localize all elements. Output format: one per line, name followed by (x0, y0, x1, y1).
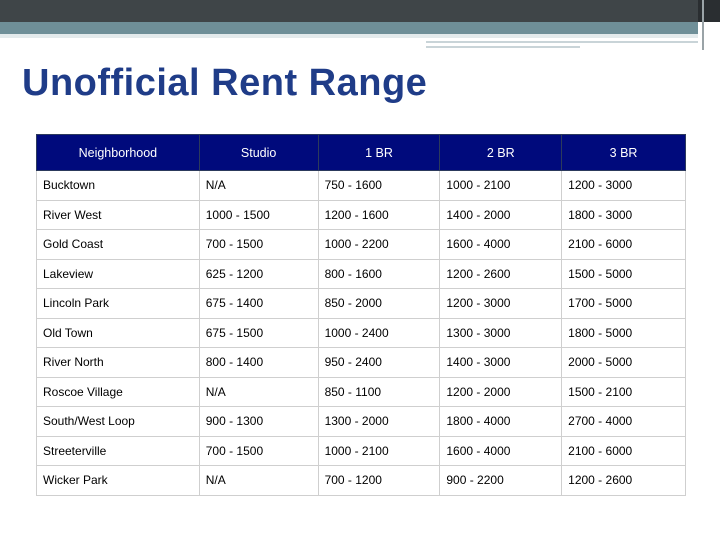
cell-3br: 2100 - 6000 (562, 436, 686, 466)
cell-studio: 675 - 1400 (199, 289, 318, 319)
cell-1br: 1300 - 2000 (318, 407, 440, 437)
table-row (37, 171, 686, 201)
header-studio: Studio (199, 135, 318, 171)
cell-1br: 850 - 2000 (318, 289, 440, 319)
cell-2br: 1200 - 2600 (440, 259, 562, 289)
cell-studio: 900 - 1300 (199, 407, 318, 437)
cell-2br: 1800 - 4000 (440, 407, 562, 437)
cell-2br: 1400 - 3000 (440, 348, 562, 378)
cell-2br: 1400 - 2000 (440, 200, 562, 230)
cell-2br: 1600 - 4000 (440, 230, 562, 260)
header-2br: 2 BR (440, 135, 562, 171)
cell-neighborhood: Lakeview (37, 259, 200, 289)
cell-2br: 1000 - 2100 (440, 171, 562, 201)
cell-neighborhood: Wicker Park (37, 466, 200, 496)
cell-2br: 1600 - 4000 (440, 436, 562, 466)
header-banner-teal (0, 22, 698, 34)
table-row (37, 436, 686, 466)
cell-2br: 1300 - 3000 (440, 318, 562, 348)
table-row (37, 318, 686, 348)
cell-3br: 1500 - 5000 (562, 259, 686, 289)
corner-accent-line (702, 0, 704, 50)
cell-2br: 1200 - 3000 (440, 289, 562, 319)
slide-title: Unofficial Rent Range (22, 62, 428, 104)
table-row (37, 200, 686, 230)
decor-line (426, 46, 580, 48)
cell-studio: 675 - 1500 (199, 318, 318, 348)
cell-3br: 1800 - 3000 (562, 200, 686, 230)
cell-neighborhood: South/West Loop (37, 407, 200, 437)
cell-studio: 700 - 1500 (199, 436, 318, 466)
cell-3br: 1700 - 5000 (562, 289, 686, 319)
cell-neighborhood: Old Town (37, 318, 200, 348)
header-neighborhood: Neighborhood (37, 135, 200, 171)
rent-range-table (36, 134, 686, 496)
cell-1br: 1000 - 2100 (318, 436, 440, 466)
cell-1br: 750 - 1600 (318, 171, 440, 201)
cell-3br: 2100 - 6000 (562, 230, 686, 260)
table-row (37, 230, 686, 260)
cell-1br: 1200 - 1600 (318, 200, 440, 230)
cell-studio: 700 - 1500 (199, 230, 318, 260)
table-row (37, 348, 686, 378)
cell-studio: N/A (199, 466, 318, 496)
table-row (37, 407, 686, 437)
cell-3br: 2700 - 4000 (562, 407, 686, 437)
cell-neighborhood: Lincoln Park (37, 289, 200, 319)
header-1br: 1 BR (318, 135, 440, 171)
cell-1br: 850 - 1100 (318, 377, 440, 407)
table-row (37, 466, 686, 496)
cell-neighborhood: Streeterville (37, 436, 200, 466)
cell-3br: 1500 - 2100 (562, 377, 686, 407)
header-3br: 3 BR (562, 135, 686, 171)
cell-3br: 1200 - 2600 (562, 466, 686, 496)
cell-1br: 1000 - 2400 (318, 318, 440, 348)
cell-3br: 1800 - 5000 (562, 318, 686, 348)
cell-neighborhood: River North (37, 348, 200, 378)
cell-3br: 2000 - 5000 (562, 348, 686, 378)
cell-studio: 1000 - 1500 (199, 200, 318, 230)
table-row (37, 289, 686, 319)
cell-1br: 800 - 1600 (318, 259, 440, 289)
cell-1br: 1000 - 2200 (318, 230, 440, 260)
cell-studio: 625 - 1200 (199, 259, 318, 289)
decor-line (426, 41, 698, 43)
cell-neighborhood: Roscoe Village (37, 377, 200, 407)
cell-1br: 700 - 1200 (318, 466, 440, 496)
cell-2br: 900 - 2200 (440, 466, 562, 496)
cell-2br: 1200 - 2000 (440, 377, 562, 407)
cell-studio: 800 - 1400 (199, 348, 318, 378)
header-banner-dark (0, 0, 698, 22)
cell-neighborhood: Gold Coast (37, 230, 200, 260)
cell-neighborhood: River West (37, 200, 200, 230)
table-row (37, 259, 686, 289)
cell-studio: N/A (199, 171, 318, 201)
table-header-row (37, 135, 686, 171)
header-banner-light (0, 34, 698, 38)
cell-3br: 1200 - 3000 (562, 171, 686, 201)
cell-studio: N/A (199, 377, 318, 407)
cell-neighborhood: Bucktown (37, 171, 200, 201)
table-row (37, 377, 686, 407)
cell-1br: 950 - 2400 (318, 348, 440, 378)
